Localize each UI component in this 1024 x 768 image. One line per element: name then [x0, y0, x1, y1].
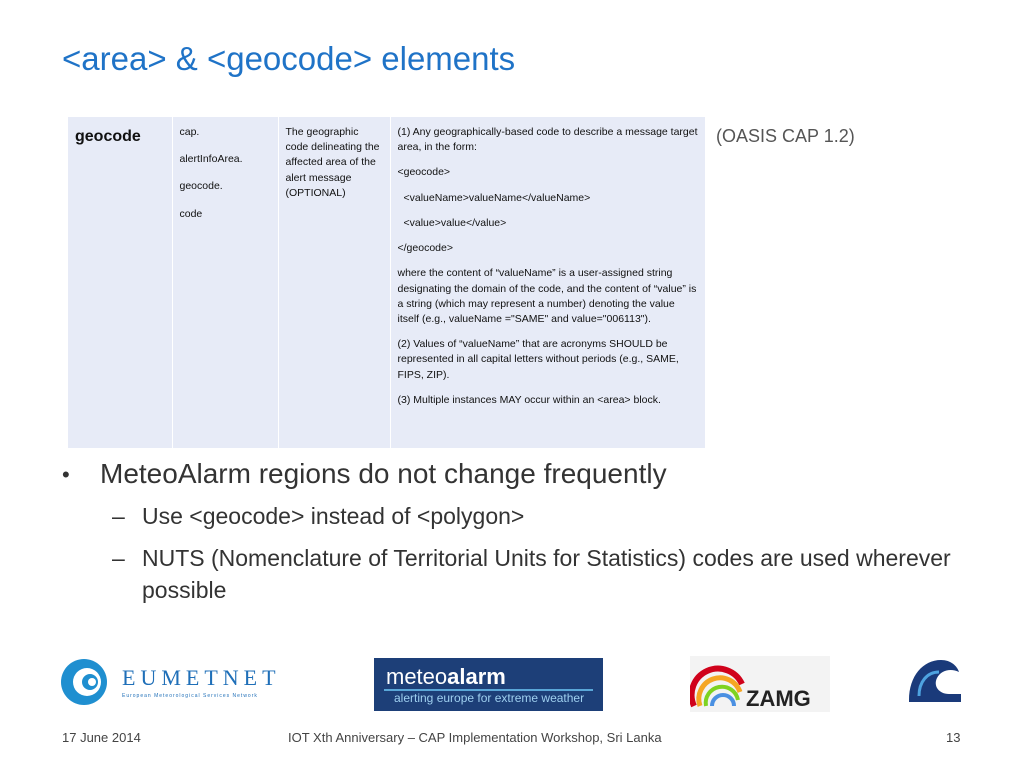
- bullet-dot-icon: •: [62, 462, 70, 487]
- element-definition-cell: [390, 117, 705, 448]
- meteoalarm-tagline: alerting europe for extreme weather: [394, 691, 585, 705]
- wave-logo-icon: [905, 656, 961, 704]
- element-path-cell: [172, 117, 278, 448]
- eumetnet-logo: [60, 658, 281, 706]
- footer-date: 17 June 2014: [62, 730, 141, 745]
- bullet-list: [62, 458, 962, 607]
- meteoalarm-logo: [374, 658, 603, 711]
- definition-para: (3) Multiple instances MAY occur within an <area> block.: [397, 393, 661, 406]
- logo-strip: [0, 650, 1024, 720]
- eumetnet-wordmark: EUMETNET: [122, 665, 281, 690]
- path-segment: code: [179, 207, 203, 220]
- table-row: [68, 117, 705, 448]
- eumetnet-tagline: European Meteorological Services Network: [122, 693, 258, 699]
- dash-icon: –: [112, 503, 125, 529]
- definition-para: (1) Any geographically-based code to describe a message target area, in the form:: [397, 126, 698, 154]
- definition-para: (2) Values of “valueName” that are acronyms SHOULD be represented in all capital letters without periods (e.g., SAME, FIPS, ZIP).: [397, 338, 679, 381]
- bullet-item: [62, 458, 962, 490]
- zamg-logo: [690, 656, 830, 712]
- definition-para: <valueName>valueName</valueName>: [403, 191, 591, 204]
- eumetnet-swirl-icon: [60, 658, 108, 706]
- footer-event: IOT Xth Anniversary – CAP Implementation Workshop, Sri Lanka: [288, 730, 662, 745]
- sub-bullet-text: NUTS (Nomenclature of Territorial Units for Statistics) codes are used wherever possible: [142, 545, 951, 604]
- dash-icon: –: [112, 545, 125, 572]
- zamg-wordmark: ZAMG: [746, 686, 811, 711]
- path-segment: cap.: [179, 126, 200, 138]
- definition-para: where the content of “valueName” is a user-assigned string designating the domain of the code, and the content of “value” is a string (which may represent a number) denoting the value itself (e.g., valueName ="SAME" and value="006113").: [397, 267, 697, 325]
- zamg-rainbow-icon: [690, 656, 746, 712]
- bullet-text: MeteoAlarm regions do not change frequently: [100, 458, 667, 489]
- cap-element-table: [68, 117, 705, 448]
- sub-bullet-item: [62, 542, 962, 606]
- sub-bullet-text: Use <geocode> instead of <polygon>: [142, 503, 525, 529]
- element-description-cell: [278, 117, 390, 448]
- definition-para: </geocode>: [397, 242, 453, 255]
- element-name-cell: geocode: [68, 117, 172, 448]
- path-segment: alertInfoArea.: [179, 153, 243, 166]
- slide-title: <area> & <geocode> elements: [62, 40, 516, 77]
- definition-para: <geocode>: [397, 166, 451, 179]
- path-segment: geocode.: [179, 180, 223, 193]
- description-text: The geographic code delineating the affected area of the alert message (OPTIONAL): [285, 126, 380, 199]
- definition-para: <value>value</value>: [403, 216, 507, 229]
- meteoalarm-word-light: meteo: [386, 664, 448, 689]
- source-citation: (OASIS CAP 1.2): [716, 126, 855, 146]
- page-number: 13: [946, 730, 961, 745]
- sub-bullet-item: [62, 500, 962, 532]
- meteoalarm-word-bold: alarm: [447, 664, 506, 689]
